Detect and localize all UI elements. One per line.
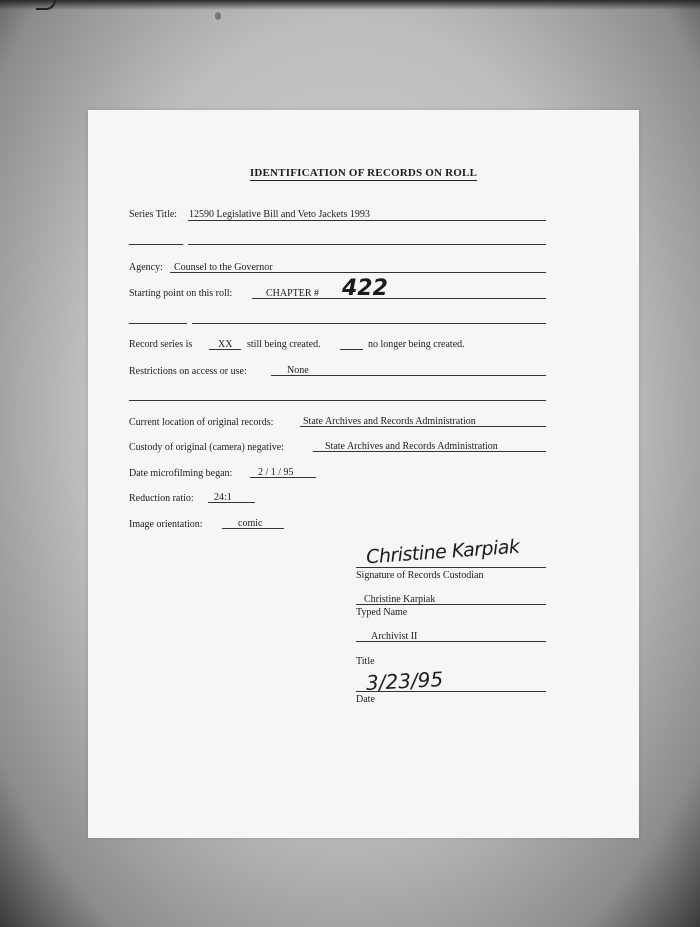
form-title-text: IDENTIFICATION OF RECORDS ON ROLL: [249, 167, 478, 179]
typed-name-line: [356, 604, 546, 605]
record-series-label: Record series is: [129, 339, 193, 350]
reduction-value: 24:1: [214, 492, 232, 503]
date-began-value: 2 / 1 / 95: [258, 467, 294, 478]
custody-value: State Archives and Records Administration: [325, 441, 498, 452]
starting-point-line: [252, 298, 546, 299]
series-title-value: 12590 Legislative Bill and Veto Jackets 1993: [189, 209, 370, 220]
current-location-value: State Archives and Records Administration: [303, 416, 476, 427]
record-series-mark: XX: [218, 339, 233, 350]
title-line: [356, 641, 546, 642]
custodian-signature: Christine Karpiak: [365, 535, 521, 569]
orientation-value: comic: [238, 518, 263, 529]
orientation-label: Image orientation:: [129, 519, 203, 530]
starting-point-value: CHAPTER #: [266, 288, 320, 299]
reduction-line: [208, 502, 255, 503]
date-line: [356, 691, 546, 692]
reduction-label: Reduction ratio:: [129, 493, 194, 504]
form-title: [88, 167, 639, 179]
current-location-label: Current location of original records:: [129, 417, 274, 428]
film-dust-spot: [215, 12, 221, 20]
date-handwritten: 3/23/95: [365, 666, 444, 696]
custody-label: Custody of original (camera) negative:: [129, 442, 284, 453]
agency-value: Counsel to the Governor: [174, 262, 273, 273]
film-frame-edge: [0, 0, 700, 10]
current-location-line: [300, 426, 546, 427]
series-title-line: [188, 220, 546, 221]
title-value: Archivist II: [371, 631, 418, 642]
starting-point-label: Starting point on this roll:: [129, 288, 233, 299]
series-title-line-2a: [129, 244, 183, 245]
date-began-label: Date microfilming began:: [129, 468, 233, 479]
orientation-line: [222, 528, 284, 529]
still-being-created-text: still being created.: [247, 339, 321, 350]
starting-point-line-2b: [192, 323, 546, 324]
starting-point-handwritten: 422: [342, 276, 388, 301]
typed-name-label: Typed Name: [356, 607, 408, 618]
restrictions-line-2: [129, 400, 546, 401]
agency-label: Agency:: [129, 262, 163, 273]
no-longer-being-created-text: no longer being created.: [368, 339, 465, 350]
agency-line: [170, 272, 546, 273]
restrictions-value: None: [287, 365, 309, 376]
record-series-mark-line: [209, 349, 241, 350]
starting-point-line-2a: [129, 323, 187, 324]
title-label: Title: [356, 656, 375, 667]
no-longer-mark-line: [340, 349, 363, 350]
form-page: [88, 110, 639, 838]
signature-label: Signature of Records Custodian: [356, 570, 484, 581]
series-title-line-2b: [188, 244, 546, 245]
custody-line: [313, 451, 546, 452]
typed-name-value: Christine Karpiak: [364, 594, 436, 605]
restrictions-label: Restrictions on access or use:: [129, 366, 247, 377]
restrictions-line: [271, 375, 546, 376]
date-label: Date: [356, 694, 375, 705]
signature-line: [356, 567, 546, 568]
series-title-label: Series Title:: [129, 209, 178, 220]
date-began-line: [250, 477, 316, 478]
